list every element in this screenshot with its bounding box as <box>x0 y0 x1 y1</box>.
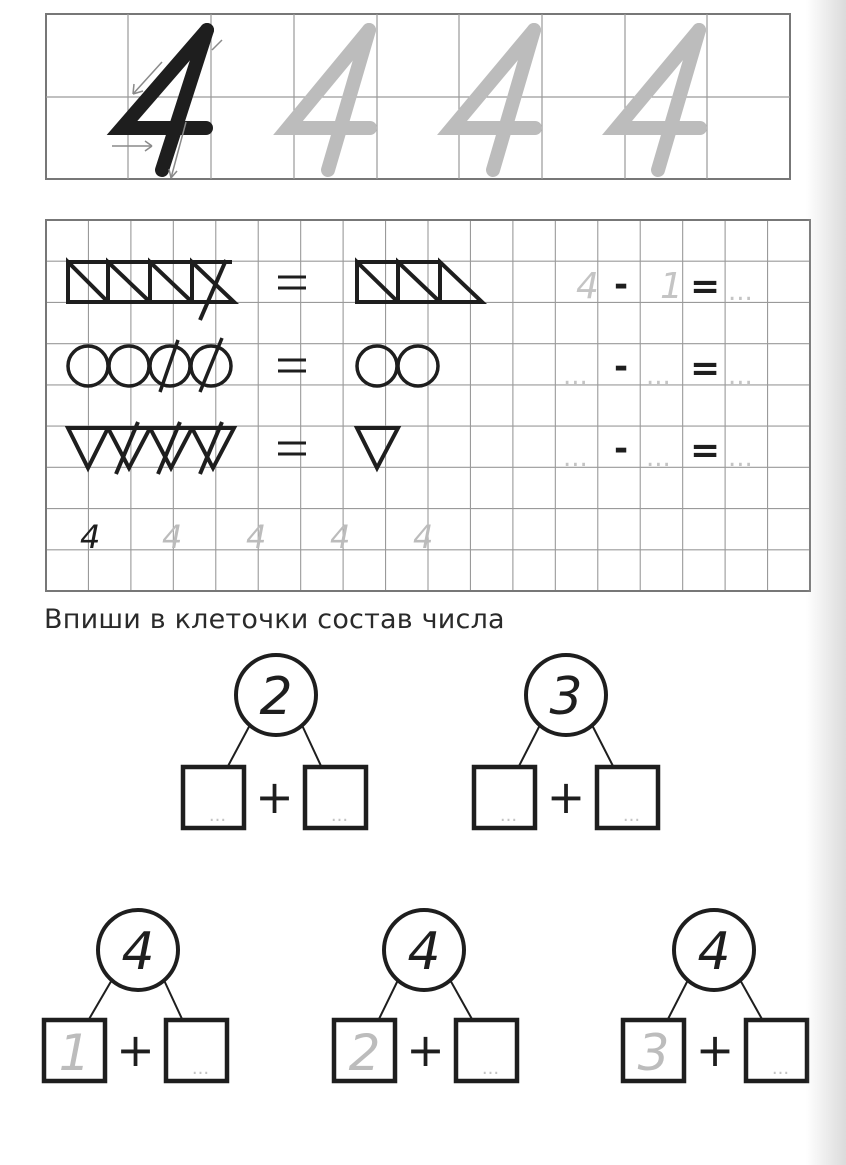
whole-number: 2 <box>259 667 293 727</box>
answer-blank[interactable]: ... <box>646 443 671 473</box>
trace-strip <box>46 14 790 179</box>
minus-sign: - <box>614 429 629 469</box>
answer-blank[interactable]: ... <box>728 361 753 391</box>
number-bond <box>474 655 658 828</box>
result-triangles <box>357 262 482 302</box>
bond-line <box>449 978 473 1020</box>
answer-blank[interactable]: ... <box>728 277 753 307</box>
plus-sign: + <box>695 1023 735 1077</box>
trace-digit-4 <box>288 30 370 170</box>
part-placeholder-right: ... <box>330 805 349 826</box>
trace-digit-4 <box>452 30 535 170</box>
number-bond <box>183 655 366 828</box>
result-inverted-triangle <box>357 428 398 468</box>
plus-sign: + <box>406 1023 445 1077</box>
model-digit-4 <box>122 30 207 170</box>
whole-number: 4 <box>697 922 731 982</box>
equals-sign <box>278 360 306 371</box>
number-bond <box>334 910 517 1082</box>
bond-line <box>668 978 690 1020</box>
whole-number: 3 <box>549 667 583 727</box>
trace-digit-4 <box>617 30 700 170</box>
part-placeholder-right: ... <box>191 1058 210 1079</box>
copy-digit: 4 <box>330 518 351 556</box>
part-placeholder-right: ... <box>481 1058 500 1079</box>
equals-sign <box>278 443 306 454</box>
bond-line <box>89 978 114 1020</box>
answer-blank[interactable]: ... <box>646 361 671 391</box>
result-circles <box>357 346 438 386</box>
circle-group <box>68 338 231 392</box>
triangle-group <box>68 260 234 320</box>
grid-exercise <box>46 220 810 591</box>
copy-digit: 4 <box>80 518 101 556</box>
copy-digit: 4 <box>413 518 434 556</box>
plus-sign: + <box>546 770 586 824</box>
bond-line <box>301 723 322 767</box>
plus-sign: + <box>116 1023 155 1077</box>
copy-digit: 4 <box>162 518 183 556</box>
number-bond <box>44 910 227 1082</box>
equals-sign: = <box>690 266 721 307</box>
part-placeholder-right: ... <box>771 1058 790 1079</box>
answer-blank[interactable]: ... <box>563 361 588 391</box>
bond-line <box>228 723 252 767</box>
equals-sign: = <box>690 348 721 389</box>
instruction-text: Впиши в клеточки состав числа <box>44 604 505 635</box>
answer-blank[interactable]: ... <box>728 443 753 473</box>
whole-number: 4 <box>407 922 441 982</box>
answer-blank[interactable]: ... <box>563 443 588 473</box>
inverted-triangle-group <box>68 422 234 474</box>
number-bond <box>623 910 807 1082</box>
part-placeholder-right: ... <box>622 805 641 826</box>
copy-digit: 4 <box>246 518 267 556</box>
page-edge-shadow <box>806 0 846 1165</box>
equals-sign <box>278 277 306 288</box>
minus-sign: - <box>614 347 629 387</box>
part-value-left: 2 <box>348 1024 381 1082</box>
equation-term: 4 <box>576 266 599 307</box>
part-placeholder-left: ... <box>208 805 227 826</box>
whole-number: 4 <box>121 922 155 982</box>
equation-row-3 <box>563 429 753 473</box>
part-value-left: 1 <box>58 1024 91 1082</box>
bond-line <box>163 978 183 1020</box>
equation-term: 1 <box>660 266 683 307</box>
part-value-left: 3 <box>637 1024 670 1082</box>
equation-row-1 <box>576 265 753 307</box>
bond-line <box>379 978 400 1020</box>
bond-line <box>739 978 763 1020</box>
bond-line <box>591 723 614 767</box>
number-bonds <box>44 655 807 1082</box>
minus-sign: - <box>614 265 629 305</box>
bond-line <box>519 723 542 767</box>
equals-sign: = <box>690 430 721 471</box>
part-placeholder-left: ... <box>499 805 518 826</box>
plus-sign: + <box>255 770 294 824</box>
